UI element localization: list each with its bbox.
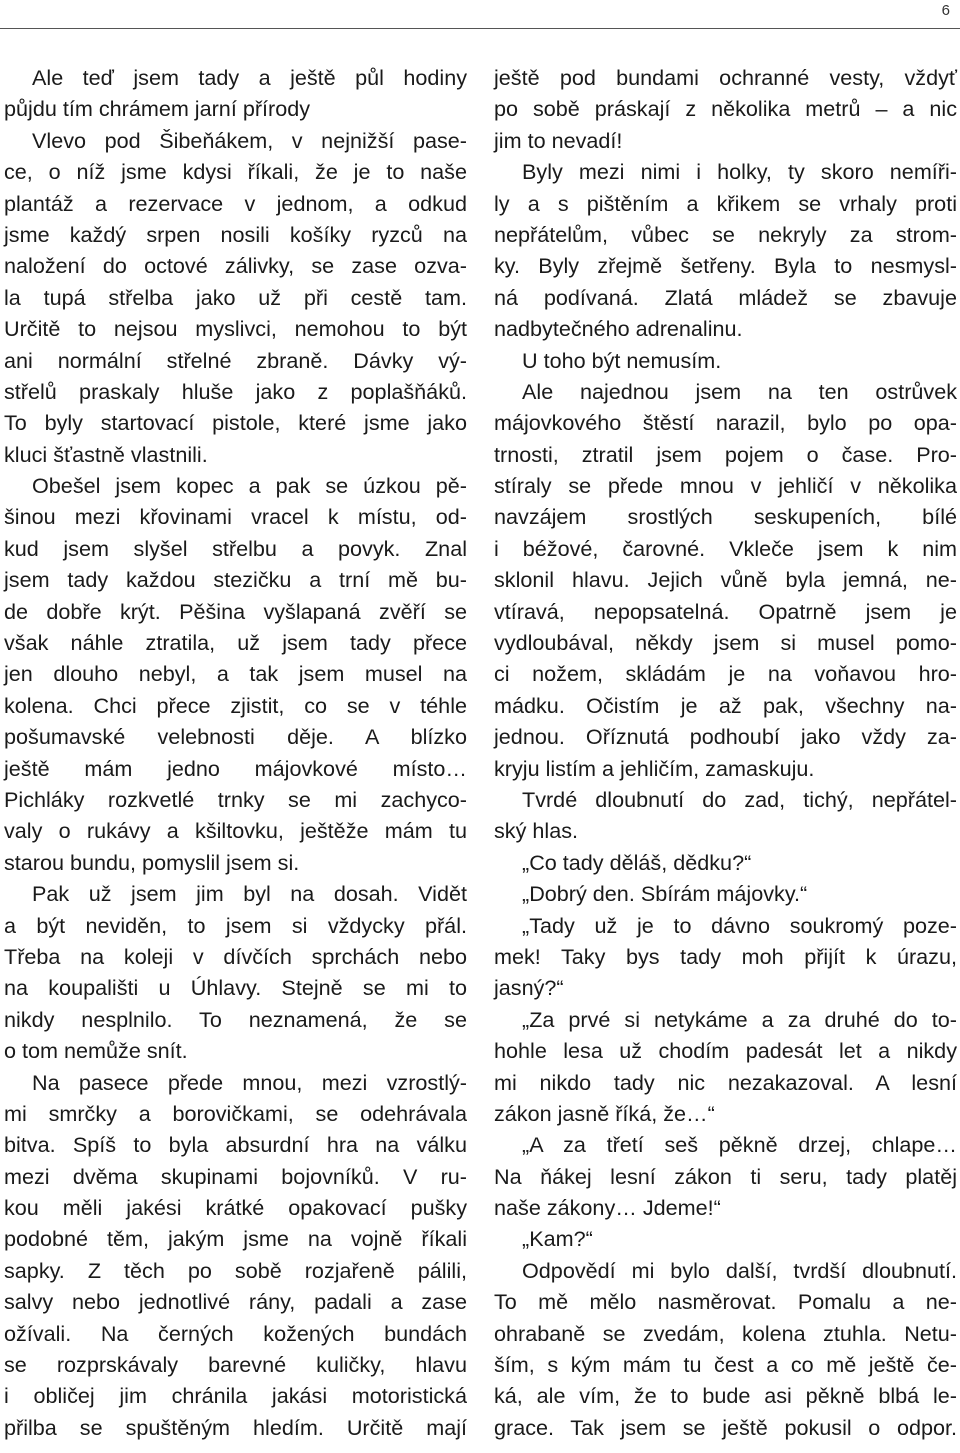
text-line: Třeba na koleji v dívčích sprchách nebo xyxy=(4,943,467,969)
text-line: se rozprskávaly barevné kuličky, hlavu xyxy=(4,1352,467,1378)
text-line: jsme každý srpen nosili košíky ryzců na xyxy=(4,221,467,247)
page-number: 6 xyxy=(941,2,950,19)
text-line: „Za prvé si netykáme a za druhé do to- xyxy=(522,1006,957,1032)
text-line: jasný?“ xyxy=(494,975,564,1001)
text-line: kou měli jakési krátké opakovací pušky xyxy=(4,1195,467,1221)
text-line: ožívali. Na černých kožených bundách xyxy=(4,1320,467,1346)
header-rule xyxy=(0,28,960,29)
text-line: ká, ale vím, že to bude asi pěkně blbá le- xyxy=(494,1383,957,1409)
text-line: zákon jasně říká, že…“ xyxy=(494,1100,715,1126)
text-line: o tom nemůže snít. xyxy=(4,1038,188,1064)
text-line: střelů praskaly hluše jako z poplašňáků. xyxy=(4,378,467,404)
left-column xyxy=(4,62,467,1443)
text-line: To byly startovací pistole, které jsme jako xyxy=(4,410,467,436)
right-column xyxy=(494,62,957,1443)
text-line: ky. Byly zřejmě šetřeny. Byla to nesmysl- xyxy=(494,253,957,279)
text-line: kolena. Chci přece zjistit, co se v téhle xyxy=(4,692,467,718)
text-line: mádku. Očistím je až pak, všechny na- xyxy=(494,692,957,718)
text-line: Obešel jsem kopec a pak se úzkou pě- xyxy=(32,473,467,499)
text-line: Ale najednou jsem na ten ostrůvek xyxy=(522,378,957,404)
text-line: Ale teď jsem tady a ještě půl hodiny xyxy=(32,65,467,90)
text-line: a být neviděn, to jsem si vždycky přál. xyxy=(4,912,467,938)
text-line: kluci šťastně vlastnili. xyxy=(4,441,208,467)
text-line: i obličej jim chránila jakási motoristická xyxy=(4,1383,467,1409)
text-line: jen dlouho nebyl, a tak jsem musel na xyxy=(4,661,467,687)
text-line: půjdu tím chrámem jarní přírody xyxy=(4,96,311,122)
text-line: jednou. Oříznutá podhoubí jako vždy za- xyxy=(494,724,957,750)
text-line: Byly mezi nimi i holky, ty skoro nemíři- xyxy=(522,159,957,185)
text-line: Tvrdé dloubnutí do zad, tichý, nepřátel- xyxy=(522,786,957,812)
text-line: navzájem srostlých seskupeních, bílé xyxy=(494,504,957,530)
text-line: jsem tady každou stezičku a trní mě bu- xyxy=(4,567,467,593)
text-line: „Kam?“ xyxy=(522,1226,593,1252)
text-line: nikdy nesplnilo. To neznamená, že se xyxy=(4,1006,467,1032)
text-line: ná podívaná. Zlatá mládež se zbavuje xyxy=(494,284,957,310)
text-line: nadbytečného adrenalinu. xyxy=(494,316,743,342)
text-line: sapky. Z těch po sobě rozjařeně pálili, xyxy=(4,1257,467,1283)
text-line: „Co tady děláš, dědku?“ xyxy=(522,849,752,875)
text-line: trnosti, ztratil jsem pojem o čase. Pro- xyxy=(494,441,957,467)
text-line: Vlevo pod Šibeňákem, v nejnižší pase- xyxy=(32,127,467,153)
text-line: i béžové, čarovné. Vkleče jsem k nim xyxy=(494,535,957,561)
text-line: mi nikdo tady nic nezakazoval. A lesní xyxy=(494,1069,957,1095)
text-line: mezi dvěma skupinami bojovníků. V ru- xyxy=(4,1163,467,1189)
text-line: Na pasece přede mnou, mezi vzrostlý- xyxy=(32,1069,467,1095)
text-line: plantáž a rezervace v jednom, a odkud xyxy=(4,190,467,216)
text-line: Pak už jsem jim byl na dosah. Vidět xyxy=(32,881,467,907)
text-line: po sobě práskají z několika metrů – a nic xyxy=(494,96,957,122)
text-line: ci nožem, skládám je na voňavou hro- xyxy=(494,661,957,687)
text-line: ohrabaně se zvedám, kolena ztuhla. Netu- xyxy=(494,1320,957,1346)
text-line: kud jsem slyšel střelbu a povyk. Znal xyxy=(4,535,467,561)
text-line: podobné těm, jakým jsme na vojně říkali xyxy=(4,1226,467,1252)
text-line: nepřátelům, vůbec se nekryly za strom- xyxy=(494,221,957,247)
text-line: ly a s pištěním a křikem se vrhaly proti xyxy=(494,190,957,216)
text-line: To mě mělo nasměrovat. Pomalu a ne- xyxy=(494,1289,957,1315)
text-line: „A za třetí seš pěkně drzej, chlape… xyxy=(522,1132,957,1158)
text-line: ještě mám jedno májovkové místo… xyxy=(4,755,467,781)
text-line: Určitě to nejsou myslivci, nemohou to být xyxy=(4,316,467,342)
text-line: ský hlas. xyxy=(494,818,579,844)
text-line: mi smrčky a borovičkami, se odehrávala xyxy=(4,1100,467,1126)
text-line: valy o rukávy a kšiltovku, ještěže mám tu xyxy=(4,818,467,844)
text-line: ani normální střelné zbraně. Dávky vý- xyxy=(4,347,467,373)
text-line: ším, s kým mám tu čest a co mě ještě če- xyxy=(494,1352,957,1378)
text-line: vtíravá, nepopsatelná. Opatrně jsem je xyxy=(494,598,957,624)
text-line: májovkového štěstí narazil, bylo po opa- xyxy=(494,410,957,436)
text-line: salvy nebo jednotlivé rány, padali a zase xyxy=(4,1289,467,1315)
text-line: „Tady už je to dávno soukromý poze- xyxy=(522,912,957,938)
text-line: sklonil hlavu. Jejich vůně byla jemná, ne- xyxy=(494,567,957,593)
text-line: na koupališti u Úhlavy. Stejně se mi to xyxy=(4,975,467,1001)
text-line: mek! Taky bys tady moh přijít k úrazu, xyxy=(494,943,957,969)
text-line: „Dobrý den. Sbírám májovky.“ xyxy=(522,881,808,907)
text-line: starou bundu, pomyslil jsem si. xyxy=(4,849,300,875)
text-line: bitva. Spíš to byla absurdní hra na válku xyxy=(4,1132,467,1158)
text-line: Odpovědí mi bylo další, tvrdší dloubnutí. xyxy=(522,1257,957,1283)
text-line: Na ňákej lesní zákon ti seru, tady platěj xyxy=(494,1163,957,1189)
text-line: Pichláky rozkvetlé trnky se mi zachyco- xyxy=(4,786,467,812)
text-line: ještě pod bundami ochranné vesty, vždyť xyxy=(494,65,957,90)
text-line: la tupá střelba jako už při cestě tam. xyxy=(4,284,467,310)
text-line: hohle lesa už chodím padesát let a nikdy xyxy=(494,1038,957,1064)
text-line: U toho být nemusím. xyxy=(522,347,722,373)
text-line: pošumavské velebnosti děje. A blízko xyxy=(4,724,467,750)
text-line: kryju listím a jehličím, zamaskuju. xyxy=(494,755,815,781)
text-line: grace. Tak jsem se ještě pokusil o odpor. xyxy=(494,1414,957,1440)
text-line: přilba se spuštěným hledím. Určitě mají xyxy=(4,1414,467,1440)
text-line: jim to nevadí! xyxy=(494,127,623,153)
text-line: naše zákony… Jdeme!“ xyxy=(494,1195,721,1221)
text-line: naložení do octové zálivky, se zase ozva- xyxy=(4,253,467,279)
text-line: však náhle ztratila, už jsem tady přece xyxy=(4,630,467,656)
text-line: stíraly se přede mnou v jehličí v několika xyxy=(494,473,957,499)
text-line: vydloubával, někdy jsem si musel pomo- xyxy=(494,630,957,656)
text-line: šinou mezi křovinami vracel k místu, od- xyxy=(4,504,467,530)
text-line: ce, o níž jsme kdysi říkali, že je to naše xyxy=(4,159,467,185)
text-line: de dobře krýt. Pěšina vyšlapaná zvěří se xyxy=(4,598,467,624)
